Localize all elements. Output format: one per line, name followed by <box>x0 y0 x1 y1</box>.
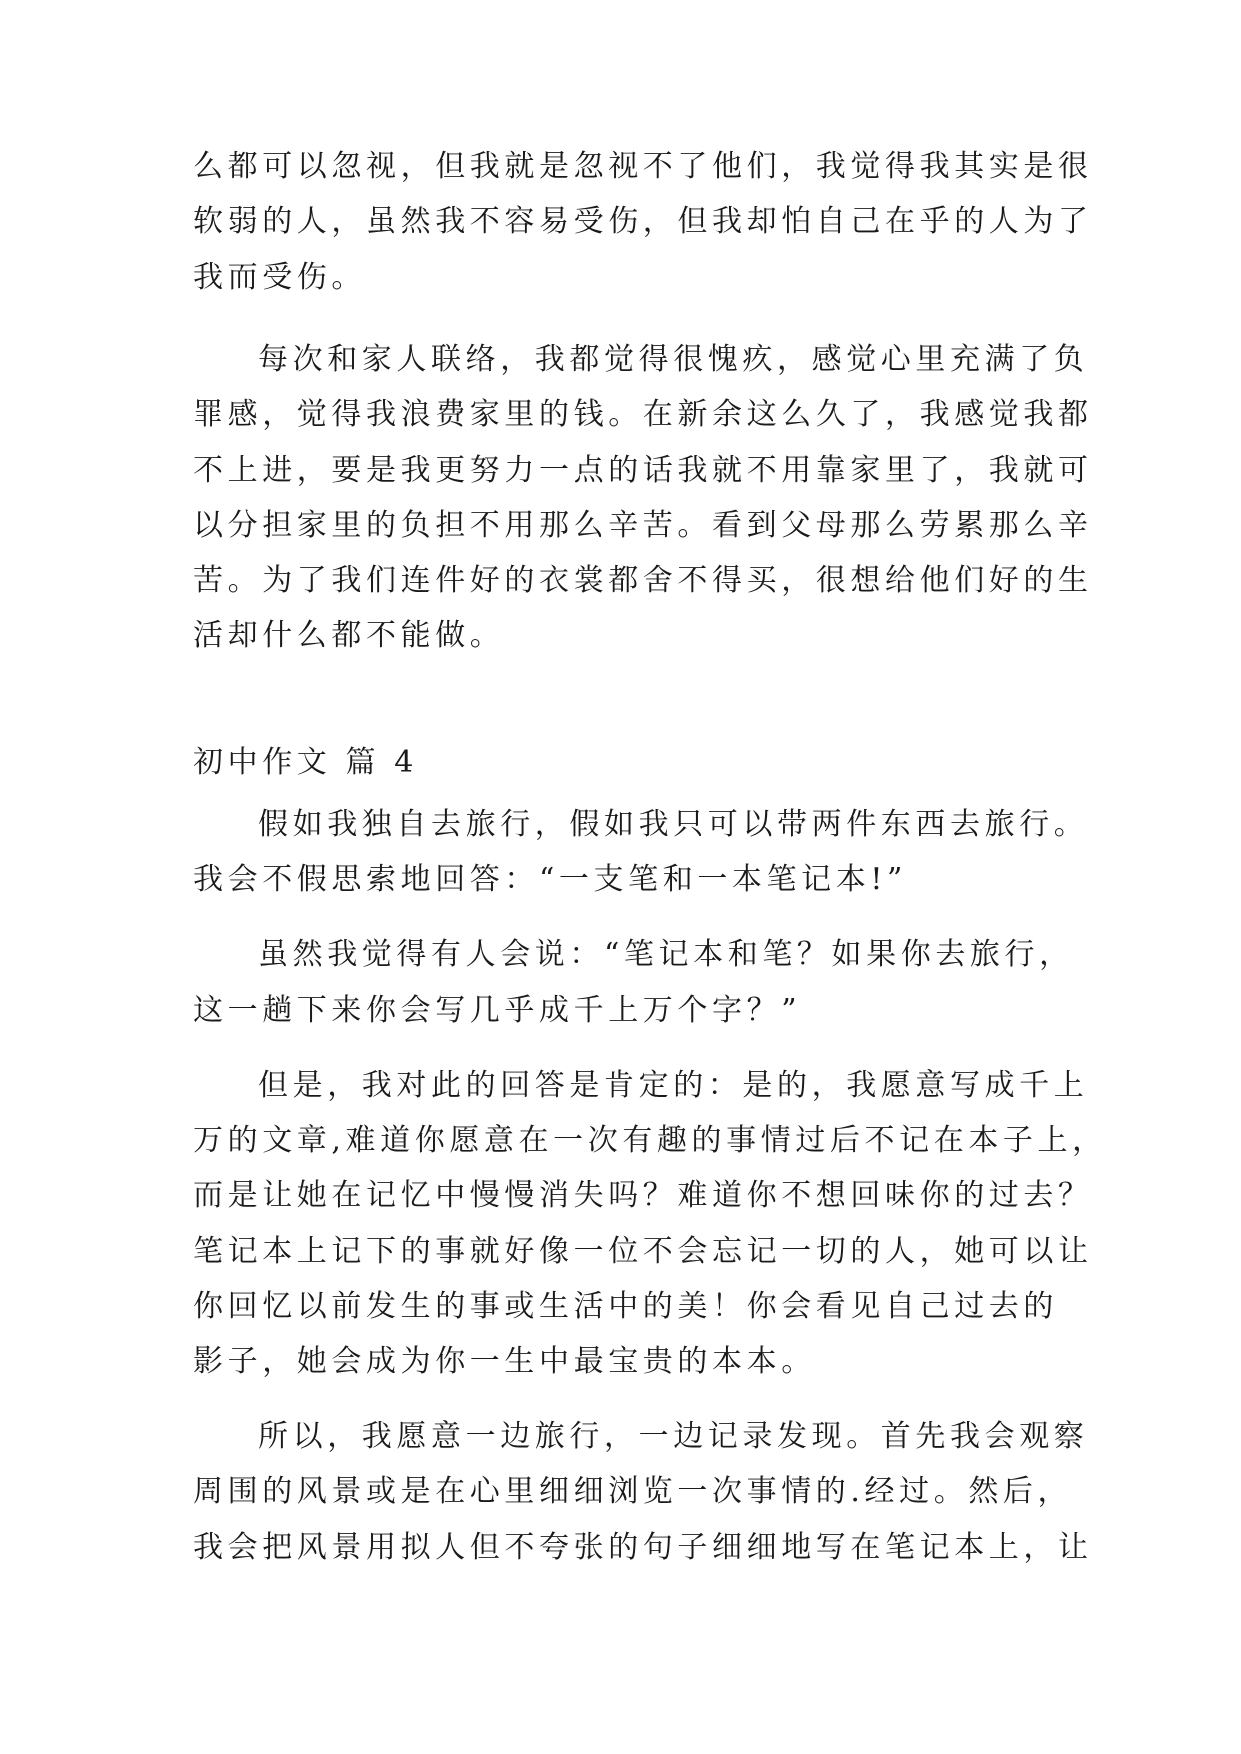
text-line: 但是，我对此的回答是肯定的：是的，我愿意写成千上 <box>258 1068 1089 1103</box>
text-line: 不上进，要是我更努力一点的话我就不用靠家里了，我就可 <box>193 453 1093 488</box>
text-line: 罪感，觉得我浪费家里的钱。在新余这么久了，我感觉我都 <box>193 397 1093 432</box>
text-line: 我而受伤。 <box>193 260 366 295</box>
text-line: 笔记本上记下的事就好像一位不会忘记一切的人，她可以让 <box>193 1234 1093 1269</box>
text-line: 我会不假思索地回答：“一支笔和一本笔记本!” <box>193 862 907 897</box>
section-heading: 初中作文 篇 4 <box>193 745 418 780</box>
text-line: 软弱的人，虽然我不容易受伤，但我却怕自己在乎的人为了 <box>193 204 1093 239</box>
text-line: 这一趟下来你会写几乎成千上万个字？” <box>193 993 802 1028</box>
text-line: 万的文章,难道你愿意在一次有趣的事情过后不记在本子上， <box>193 1123 1107 1158</box>
text-line: 以分担家里的负担不用那么辛苦。看到父母那么劳累那么辛 <box>193 508 1093 543</box>
text-line: 么都可以忽视，但我就是忽视不了他们，我觉得我其实是很 <box>193 149 1093 184</box>
text-line: 每次和家人联络，我都觉得很愧疚，感觉心里充满了负 <box>258 342 1089 377</box>
text-line: 我会把风景用拟人但不夸张的句子细细地写在笔记本上，让 <box>193 1530 1093 1565</box>
text-line: 而是让她在记忆中慢慢消失吗？难道你不想回味你的过去？ <box>193 1178 1093 1213</box>
text-line: 假如我独自去旅行，假如我只可以带两件东西去旅行。 <box>258 807 1089 842</box>
text-line: 所以，我愿意一边旅行，一边记录发现。首先我会观察 <box>258 1419 1089 1454</box>
text-line: 你回忆以前发生的事或生活中的美！你会看见自己过去的 <box>193 1289 1058 1324</box>
text-line: 虽然我觉得有人会说：“笔记本和笔？如果你去旅行， <box>258 937 1074 972</box>
text-line: 影子，她会成为你一生中最宝贵的本本。 <box>193 1344 816 1379</box>
text-line: 周围的风景或是在心里细细浏览一次事情的.经过。然后， <box>193 1474 1073 1509</box>
text-line: 活却什么都不能做。 <box>193 618 505 653</box>
text-line: 苦。为了我们连件好的衣裳都舍不得买，很想给他们好的生 <box>193 563 1093 598</box>
